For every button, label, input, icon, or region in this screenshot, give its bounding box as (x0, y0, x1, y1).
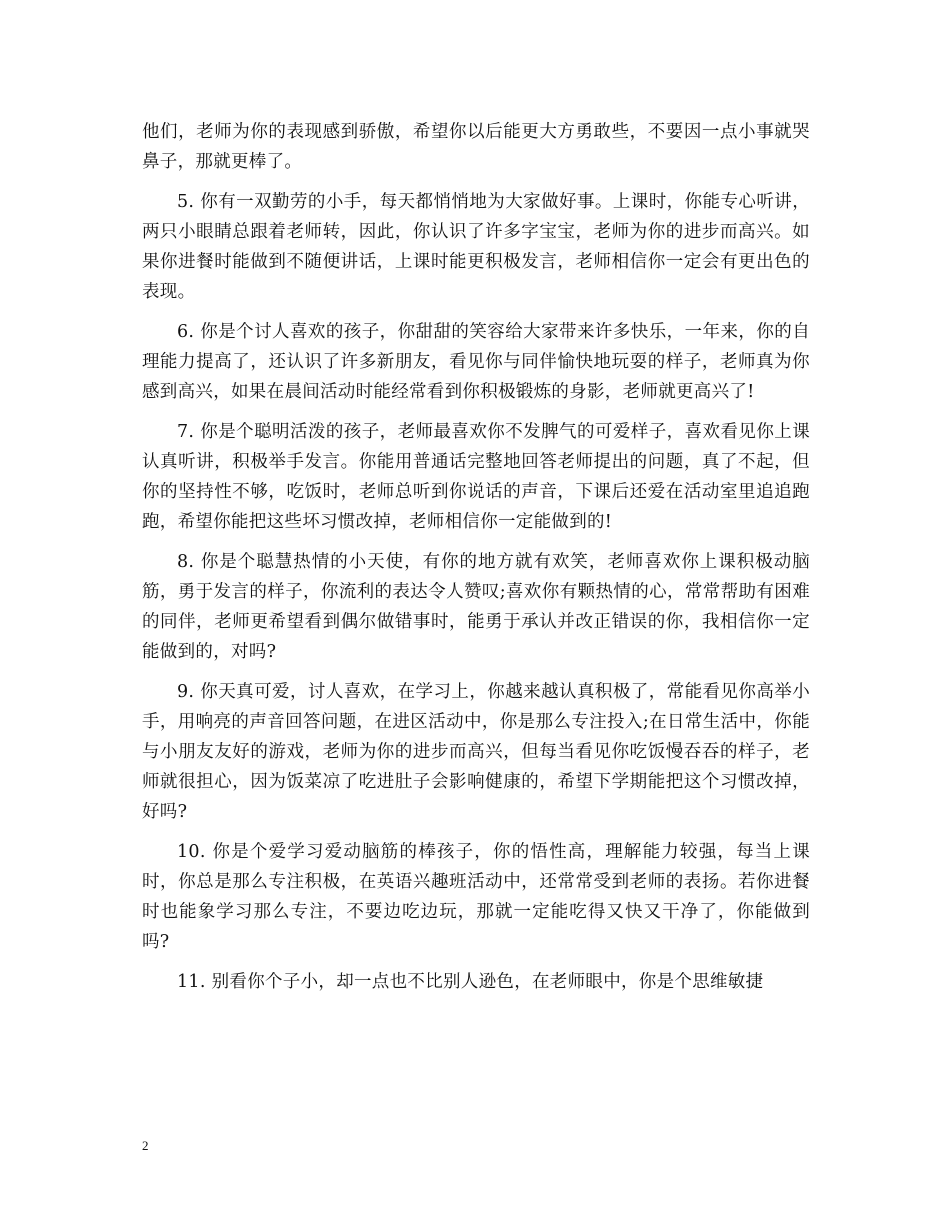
paragraph-item-10: 10. 你是个爱学习爱动脑筋的棒孩子，你的悟性高，理解能力较强，每当上课时，你总是那么专注积极，在英语兴趣班活动中，还常常受到老师的表扬。若你进餐时也能象学习那么专注，不要边吃边玩，那就一定能吃得又快又干净了，你能做到吗? (142, 842, 810, 952)
paragraph-continuation: 他们，老师为你的表现感到骄傲，希望你以后能更大方勇敢些，不要因一点小事就哭鼻子，那就更棒了。 (142, 122, 810, 172)
paragraph-item-6: 6. 你是个讨人喜欢的孩子，你甜甜的笑容给大家带来许多快乐，一年来，你的自理能力提高了，还认识了许多新朋友，看见你与同伴愉快地玩耍的样子，老师真为你感到高兴，如果在晨间活动时能经常看到你积极锻炼的身影，老师就更高兴了! (142, 322, 810, 402)
paragraph-item-9: 9. 你天真可爱，讨人喜欢，在学习上，你越来越认真积极了，常能看见你高举小手，用响亮的声音回答问题，在进区活动中，你是那么专注投入;在日常生活中，你能与小朋友友好的游戏，老师为你的进步而高兴，但每当看见你吃饭慢吞吞的样子，老师就很担心，因为饭菜凉了吃进肚子会影响健康的，希望下学期能把这个习惯改掉，好吗? (142, 682, 810, 822)
paragraph-item-5: 5. 你有一双勤劳的小手，每天都悄悄地为大家做好事。上课时，你能专心听讲，两只小眼睛总跟着老师转，因此，你认识了许多字宝宝，老师为你的进步而高兴。如果你进餐时能做到不随便讲话，上课时能更积极发言，老师相信你一定会有更出色的表现。 (142, 192, 810, 302)
paragraph-item-11: 11. 别看你个子小，却一点也不比别人逊色，在老师眼中，你是个思维敏捷 (177, 972, 764, 992)
page-number: 2 (142, 1138, 149, 1153)
paragraph-item-8: 8. 你是个聪慧热情的小天使，有你的地方就有欢笑，老师喜欢你上课积极动脑筋，勇于发言的样子，你流利的表达令人赞叹;喜欢你有颗热情的心，常常帮助有困难的同伴，老师更希望看到偶尔做错事时，能勇于承认并改正错误的你，我相信你一定能做到的，对吗? (142, 552, 810, 662)
paragraph-item-7: 7. 你是个聪明活泼的孩子，老师最喜欢你不发脾气的可爱样子，喜欢看见你上课认真听讲，积极举手发言。你能用普通话完整地回答老师提出的问题，真了不起，但你的坚持性不够，吃饭时，老师总听到你说话的声音，下课后还爱在活动室里追追跑跑，希望你能把这些坏习惯改掉，老师相信你一定能做到的! (142, 422, 810, 532)
document-body (142, 117, 810, 1007)
